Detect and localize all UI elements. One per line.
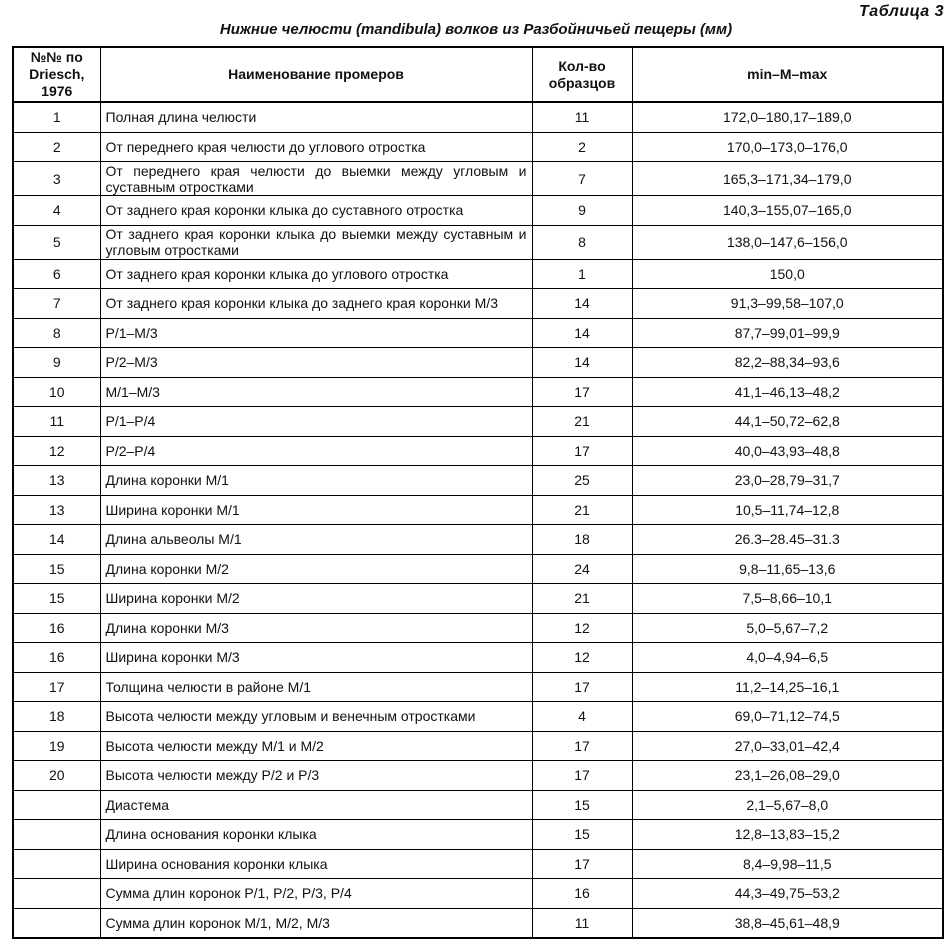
table-row: [13, 761, 943, 791]
table-row: [13, 584, 943, 614]
sample-count: 17: [532, 436, 632, 466]
min-mean-max: 44,1–50,72–62,8: [632, 407, 943, 437]
driesch-number: 13: [13, 466, 100, 496]
table-row: [13, 613, 943, 643]
header-sample-count: Кол-во образцов: [532, 47, 632, 102]
table-row: [13, 879, 943, 909]
driesch-number: 2: [13, 132, 100, 162]
sample-count: 1: [532, 259, 632, 289]
measurement-name: От переднего края челюсти до выемки между угловым и суставным отростками: [100, 162, 532, 196]
table-row: [13, 407, 943, 437]
sample-count: 15: [532, 790, 632, 820]
driesch-number: 17: [13, 672, 100, 702]
table-row: [13, 259, 943, 289]
min-mean-max: 2,1–5,67–8,0: [632, 790, 943, 820]
driesch-number: [13, 849, 100, 879]
measurement-name: От заднего края коронки клыка до заднего края коронки М/3: [100, 289, 532, 319]
table-row: [13, 377, 943, 407]
sample-count: 17: [532, 849, 632, 879]
sample-count: 12: [532, 643, 632, 673]
sample-count: 4: [532, 702, 632, 732]
mandibula-measurements-table: [12, 46, 944, 939]
driesch-number: 12: [13, 436, 100, 466]
driesch-number: 16: [13, 643, 100, 673]
min-mean-max: 87,7–99,01–99,9: [632, 318, 943, 348]
min-mean-max: 23,0–28,79–31,7: [632, 466, 943, 496]
table-row: [13, 348, 943, 378]
table-row: [13, 225, 943, 259]
sample-count: 11: [532, 908, 632, 938]
table-row: [13, 849, 943, 879]
min-mean-max: 9,8–11,65–13,6: [632, 554, 943, 584]
table-number-label: Таблица 3: [859, 3, 944, 20]
min-mean-max: 69,0–71,12–74,5: [632, 702, 943, 732]
header-measurement-name: Наименование промеров: [100, 47, 532, 102]
measurement-name: Длина коронки М/1: [100, 466, 532, 496]
min-mean-max: 12,8–13,83–15,2: [632, 820, 943, 850]
sample-count: 12: [532, 613, 632, 643]
measurement-name: От заднего края коронки клыка до углового отростка: [100, 259, 532, 289]
sample-count: 21: [532, 495, 632, 525]
table-row: [13, 731, 943, 761]
driesch-number: [13, 820, 100, 850]
measurement-name: Толщина челюсти в районе М/1: [100, 672, 532, 702]
measurement-name: Ширина коронки М/1: [100, 495, 532, 525]
measurement-name: Р/1–М/3: [100, 318, 532, 348]
sample-count: 11: [532, 102, 632, 132]
driesch-number: 8: [13, 318, 100, 348]
driesch-number: [13, 879, 100, 909]
driesch-number: 16: [13, 613, 100, 643]
header-min-mean-max: min–M–max: [632, 47, 943, 102]
measurement-name: Р/2–М/3: [100, 348, 532, 378]
min-mean-max: 172,0–180,17–189,0: [632, 102, 943, 132]
sample-count: 15: [532, 820, 632, 850]
min-mean-max: 140,3–155,07–165,0: [632, 196, 943, 226]
table-row: [13, 820, 943, 850]
table-row: [13, 643, 943, 673]
measurement-name: Полная длина челюсти: [100, 102, 532, 132]
sample-count: 16: [532, 879, 632, 909]
table-row: [13, 672, 943, 702]
measurement-name: Р/2–Р/4: [100, 436, 532, 466]
measurement-name: Высота челюсти между Р/2 и Р/3: [100, 761, 532, 791]
sample-count: 17: [532, 377, 632, 407]
table-row: [13, 466, 943, 496]
driesch-number: 1: [13, 102, 100, 132]
measurement-name: Ширина коронки М/3: [100, 643, 532, 673]
sample-count: 21: [532, 584, 632, 614]
sample-count: 14: [532, 289, 632, 319]
sample-count: 14: [532, 348, 632, 378]
measurement-name: Высота челюсти между угловым и венечным отростками: [100, 702, 532, 732]
measurement-name: Высота челюсти между М/1 и М/2: [100, 731, 532, 761]
driesch-number: 9: [13, 348, 100, 378]
measurement-name: Длина коронки М/3: [100, 613, 532, 643]
driesch-number: 19: [13, 731, 100, 761]
table-row: [13, 554, 943, 584]
min-mean-max: 41,1–46,13–48,2: [632, 377, 943, 407]
table-row: [13, 436, 943, 466]
min-mean-max: 4,0–4,94–6,5: [632, 643, 943, 673]
min-mean-max: 138,0–147,6–156,0: [632, 225, 943, 259]
min-mean-max: 150,0: [632, 259, 943, 289]
table-row: [13, 702, 943, 732]
measurement-name: М/1–М/3: [100, 377, 532, 407]
table-row: [13, 790, 943, 820]
min-mean-max: 38,8–45,61–48,9: [632, 908, 943, 938]
measurement-name: Длина коронки М/2: [100, 554, 532, 584]
min-mean-max: 44,3–49,75–53,2: [632, 879, 943, 909]
sample-count: 17: [532, 672, 632, 702]
header-driesch-number: №№ по Driesch, 1976: [13, 47, 100, 102]
sample-count: 24: [532, 554, 632, 584]
min-mean-max: 91,3–99,58–107,0: [632, 289, 943, 319]
measurement-name: От заднего края коронки клыка до суставного отростка: [100, 196, 532, 226]
sample-count: 18: [532, 525, 632, 555]
measurement-name: Сумма длин коронок Р/1, Р/2, Р/3, Р/4: [100, 879, 532, 909]
measurement-name: От заднего края коронки клыка до выемки между суставным и угловым отростками: [100, 225, 532, 259]
driesch-number: 5: [13, 225, 100, 259]
table-title: Нижние челюсти (mandibula) волков из Разбойничьей пещеры (мм): [219, 21, 733, 38]
driesch-number: 13: [13, 495, 100, 525]
table-row: [13, 525, 943, 555]
sample-count: 2: [532, 132, 632, 162]
min-mean-max: 170,0–173,0–176,0: [632, 132, 943, 162]
measurement-name: От переднего края челюсти до углового отростка: [100, 132, 532, 162]
driesch-number: 15: [13, 584, 100, 614]
table-row: [13, 196, 943, 226]
driesch-number: 14: [13, 525, 100, 555]
sample-count: 7: [532, 162, 632, 196]
sample-count: 17: [532, 761, 632, 791]
table-header-row: [13, 47, 943, 102]
sample-count: 21: [532, 407, 632, 437]
measurement-name: Длина основания коронки клыка: [100, 820, 532, 850]
sample-count: 25: [532, 466, 632, 496]
measurement-name: Р/1–Р/4: [100, 407, 532, 437]
min-mean-max: 8,4–9,98–11,5: [632, 849, 943, 879]
driesch-number: 10: [13, 377, 100, 407]
sample-count: 8: [532, 225, 632, 259]
driesch-number: 7: [13, 289, 100, 319]
min-mean-max: 26.3–28.45–31.3: [632, 525, 943, 555]
measurement-name: Диастема: [100, 790, 532, 820]
min-mean-max: 82,2–88,34–93,6: [632, 348, 943, 378]
table-row: [13, 495, 943, 525]
min-mean-max: 7,5–8,66–10,1: [632, 584, 943, 614]
min-mean-max: 27,0–33,01–42,4: [632, 731, 943, 761]
table-row: [13, 102, 943, 132]
sample-count: 9: [532, 196, 632, 226]
min-mean-max: 40,0–43,93–48,8: [632, 436, 943, 466]
table-row: [13, 132, 943, 162]
table-row: [13, 162, 943, 196]
driesch-number: 4: [13, 196, 100, 226]
driesch-number: 3: [13, 162, 100, 196]
driesch-number: [13, 908, 100, 938]
driesch-number: 6: [13, 259, 100, 289]
driesch-number: [13, 790, 100, 820]
measurement-name: Ширина коронки М/2: [100, 584, 532, 614]
driesch-number: 18: [13, 702, 100, 732]
table-row: [13, 289, 943, 319]
measurement-name: Длина альвеолы М/1: [100, 525, 532, 555]
min-mean-max: 10,5–11,74–12,8: [632, 495, 943, 525]
sample-count: 14: [532, 318, 632, 348]
measurement-name: Сумма длин коронок М/1, М/2, М/3: [100, 908, 532, 938]
driesch-number: 11: [13, 407, 100, 437]
measurement-name: Ширина основания коронки клыка: [100, 849, 532, 879]
min-mean-max: 11,2–14,25–16,1: [632, 672, 943, 702]
table-row: [13, 908, 943, 938]
table-row: [13, 318, 943, 348]
min-mean-max: 23,1–26,08–29,0: [632, 761, 943, 791]
driesch-number: 15: [13, 554, 100, 584]
min-mean-max: 165,3–171,34–179,0: [632, 162, 943, 196]
driesch-number: 20: [13, 761, 100, 791]
min-mean-max: 5,0–5,67–7,2: [632, 613, 943, 643]
sample-count: 17: [532, 731, 632, 761]
